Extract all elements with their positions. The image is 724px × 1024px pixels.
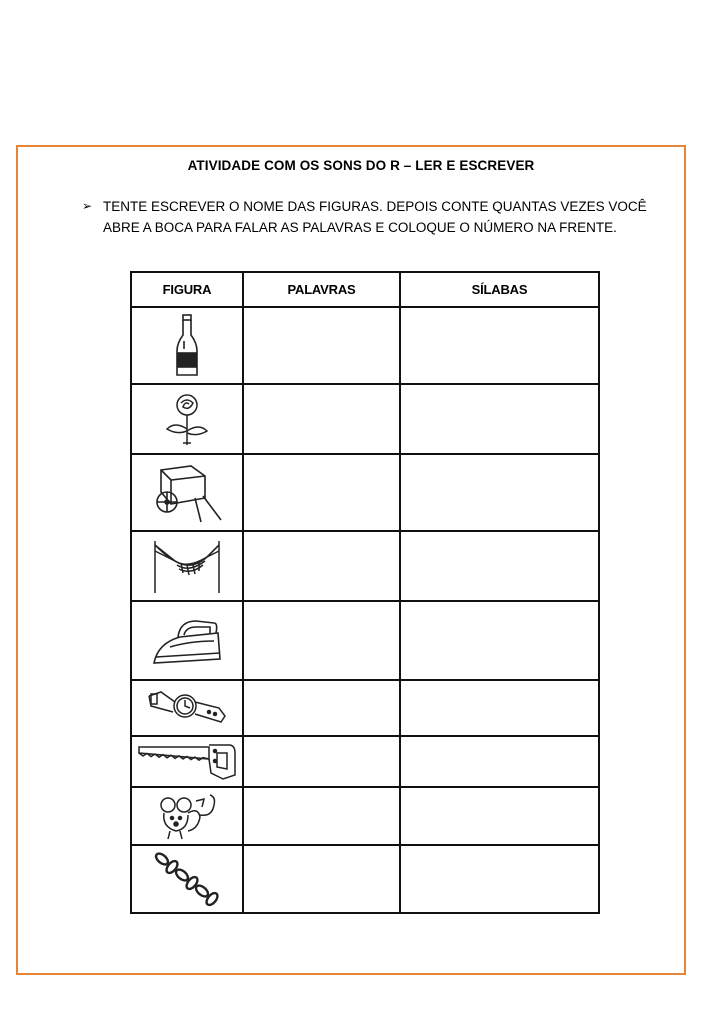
palavras-cell[interactable] [243,787,400,845]
figure-cell [131,384,243,454]
silabas-cell[interactable] [400,384,599,454]
figure-cell [131,787,243,845]
figure-cell [131,307,243,384]
table-row [131,601,599,679]
table-row [131,307,599,384]
silabas-cell[interactable] [400,680,599,736]
saw-icon [137,741,237,781]
palavras-cell[interactable] [243,601,400,679]
iron-icon [150,613,224,669]
table-row [131,384,599,454]
mouse-icon [152,791,222,841]
arrow-bullet-icon: ➢ [82,199,93,213]
silabas-cell[interactable] [400,736,599,787]
bottle-icon [172,313,202,379]
silabas-cell[interactable] [400,787,599,845]
figure-cell [131,454,243,531]
header-palavras: PALAVRAS [243,272,400,307]
cart-icon [147,458,227,528]
instruction [82,196,662,238]
figure-cell [131,601,243,679]
page-title: ATIVIDADE COM OS SONS DO R – LER E ESCREVER [187,158,535,173]
table-row [131,787,599,845]
header-silabas: SÍLABAS [400,272,599,307]
silabas-cell[interactable] [400,601,599,679]
header-figura: FIGURA [131,272,243,307]
worksheet-table [130,271,600,914]
hammock-icon [147,535,227,597]
figure-cell [131,736,243,787]
figure-cell [131,531,243,601]
chain-icon [152,851,222,907]
silabas-cell[interactable] [400,845,599,913]
palavras-cell[interactable] [243,531,400,601]
palavras-cell[interactable] [243,845,400,913]
table-row [131,531,599,601]
table-row [131,454,599,531]
table-row [131,680,599,736]
rose-icon [159,391,215,447]
palavras-cell[interactable] [243,680,400,736]
palavras-cell[interactable] [243,736,400,787]
table-header-row [131,272,599,307]
watch-icon [145,686,229,730]
figure-cell [131,680,243,736]
table-row [131,845,599,913]
figure-cell [131,845,243,913]
table-row [131,736,599,787]
silabas-cell[interactable] [400,531,599,601]
palavras-cell[interactable] [243,384,400,454]
instruction-text: TENTE ESCREVER O NOME DAS FIGURAS. DEPOIS CONTE QUANTAS VEZES VOCÊ ABRE A BOCA PARA FALAR AS PALAVRAS E COLOQUE O NÚMERO NA FRENTE. [103,199,647,235]
silabas-cell[interactable] [400,307,599,384]
silabas-cell[interactable] [400,454,599,531]
palavras-cell[interactable] [243,454,400,531]
palavras-cell[interactable] [243,307,400,384]
